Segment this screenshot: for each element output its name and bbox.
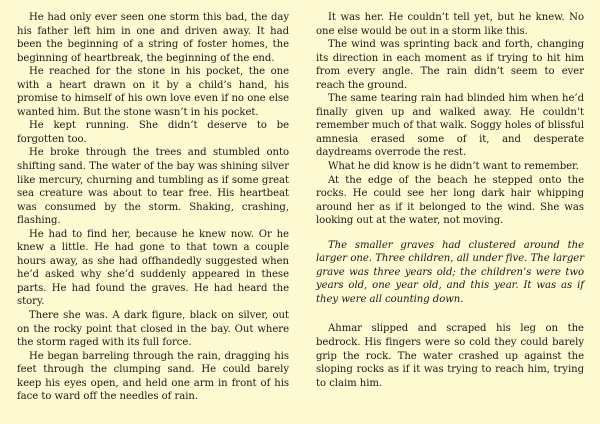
paragraph: He had only ever seen one storm this bad, the day his father left him in one and driven away. It had been the beginning of a string of foster homes, the beginning of heartbreak, the beginning of the end. <box>17 12 289 64</box>
paragraph: He broke through the trees and stumbled onto shifting sand. The water of the bay was shining silver like mercury, churning and tumbling as if some great sea creature was about to tear free. His heartbeat was consumed by the storm. Shaking, crashing, flashing. <box>17 147 289 227</box>
paragraph: The same tearing rain had blinded him when he’d finally given up and walked away. He couldn’t remember much of that walk. Soggy holes of blissful amnesia erased some of it, and desperate daydreams overrode the rest. <box>316 93 584 159</box>
paragraph: It was her. He couldn’t tell yet, but he knew. No one else would be out in a storm like this. <box>316 12 584 37</box>
paragraph: He kept running. She didn’t deserve to be forgotten too. <box>17 120 289 145</box>
left-page <box>17 11 289 404</box>
paragraph: He reached for the stone in his pocket, the one with a heart drawn on it by a child’s hand, his promise to himself of his own love even if no one else wanted him. But the stone wasn’t in his pocket. <box>17 66 289 118</box>
paragraph: He began barreling through the rain, dragging his feet through the clumping sand. He could barely keep his eyes open, and held one arm in front of his face to ward off the needles of rain. <box>17 350 289 403</box>
paragraph: Ahmar slipped and scraped his leg on the bedrock. His fingers were so cold they could barely grip the rock. The water crashed up against the sloping rocks as if it was trying to reach him, trying to claim him. <box>316 323 584 389</box>
italic-flashback-passage: The smaller graves had clustered around the larger one. Three children, all under five. The larger grave was three years old; the children’s were two years old, one year old, and this year. It was as if they were all counting down. <box>316 239 584 305</box>
paragraph: The wind was sprinting back and forth, changing its direction in each moment as if trying to hit him from every angle. The rain didn’t seem to ever reach the ground. <box>316 39 584 91</box>
paragraph: At the edge of the beach he stepped onto the rocks. He could see her long dark hair whipping around her as if it belonged to the wind. She was looking out at the water, not moving. <box>316 174 584 227</box>
right-page <box>316 11 584 390</box>
paragraph: There she was. A dark figure, black on silver, out on the rocky point that closed in the bay. Out where the storm raged with its full force. <box>17 310 289 349</box>
paragraph: What he did know is he didn’t want to remember. <box>328 161 579 173</box>
paragraph: He had to find her, because he knew now. Or he knew a little. He had gone to that town a couple hours away, as she had offhandedly suggested when he’d asked why she’d suddenly appeared in these parts. He had found the graves. He had heard the story. <box>17 228 289 308</box>
